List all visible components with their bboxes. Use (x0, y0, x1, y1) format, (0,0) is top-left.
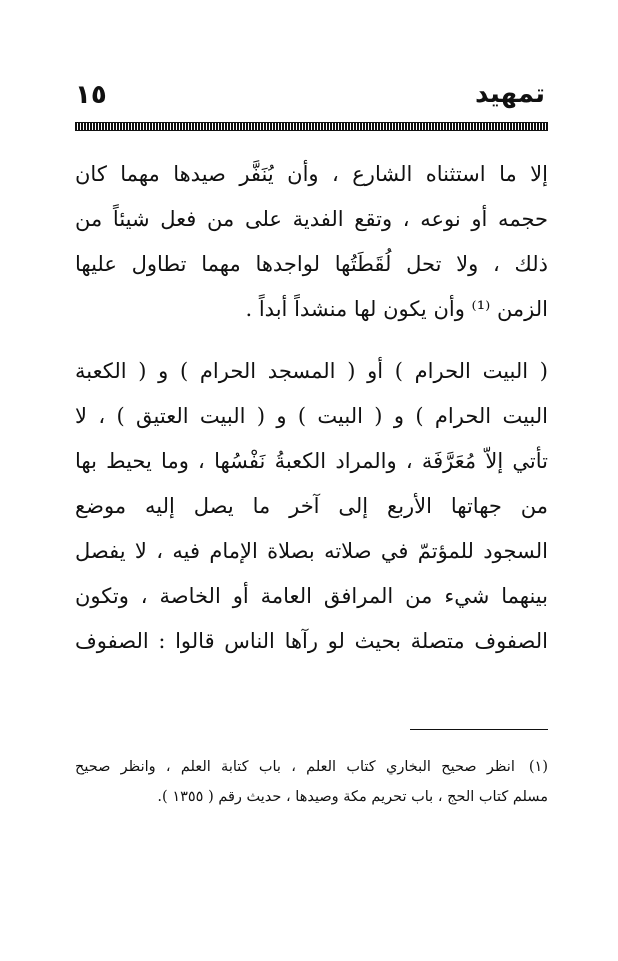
text-line: تأتي إلاّ مُعَرَّفَة ، والمراد الكعبةُ نَفْسُها ، وما يحيط بها (75, 449, 548, 473)
text-line: البيت الحرام ) و ( البيت ) و ( البيت العتيق ) ، لا (75, 404, 548, 428)
paragraph-2 (75, 349, 548, 664)
text-line: إلا ما استثناه الشارع ، وأن يُنَفَّر صيدها مهما كان (75, 162, 548, 186)
footnote-line-2: مسلم كتاب الحج ، باب تحريم مكة وصيدها ، حديث رقم ( ١٣٥٥ ). (157, 789, 548, 805)
text-line: ذلك ، ولا تحل لُقَطَتُها لواجدها مهما تطاول عليها (75, 252, 548, 276)
page-number: ١٥ (75, 80, 107, 110)
paragraph-spacer (75, 332, 548, 349)
text-line: من جهاتها الأربع إلى آخر ما يصل إليه موضع (75, 494, 548, 518)
footnote-line-1 (75, 752, 548, 782)
text-line: ( البيت الحرام ) أو ( المسجد الحرام ) و ( الكعبة (75, 359, 548, 383)
text-line: الصفوف متصلة بحيث لو رآها الناس قالوا : الصفوف (75, 629, 548, 653)
running-head-title: تمهيد (475, 79, 545, 109)
page-header (75, 78, 545, 124)
footnote-divider (410, 729, 548, 730)
text-line: الزمن ⁽¹⁾ وأن يكون لها منشداً أبداً . (245, 297, 548, 321)
main-text (75, 152, 548, 664)
paragraph-1 (75, 152, 548, 332)
footnote-text: انظر صحيح البخاري كتاب العلم ، باب كتابة العلم ، وانظر صحيح (75, 759, 515, 775)
text-line: السجود للمؤتمّ في صلاته بصلاة الإمام فيه ، لا يفصل (75, 539, 548, 563)
text-line: بينهما شيء من المرافق العامة أو الخاصة ، وتكون (75, 584, 548, 608)
footnotes (75, 752, 548, 812)
header-divider (75, 122, 548, 131)
footnote-marker: (١) (528, 759, 548, 775)
text-line: حجمه أو نوعه ، وتقع الفدية على من فعل شيئاً من (75, 207, 548, 231)
